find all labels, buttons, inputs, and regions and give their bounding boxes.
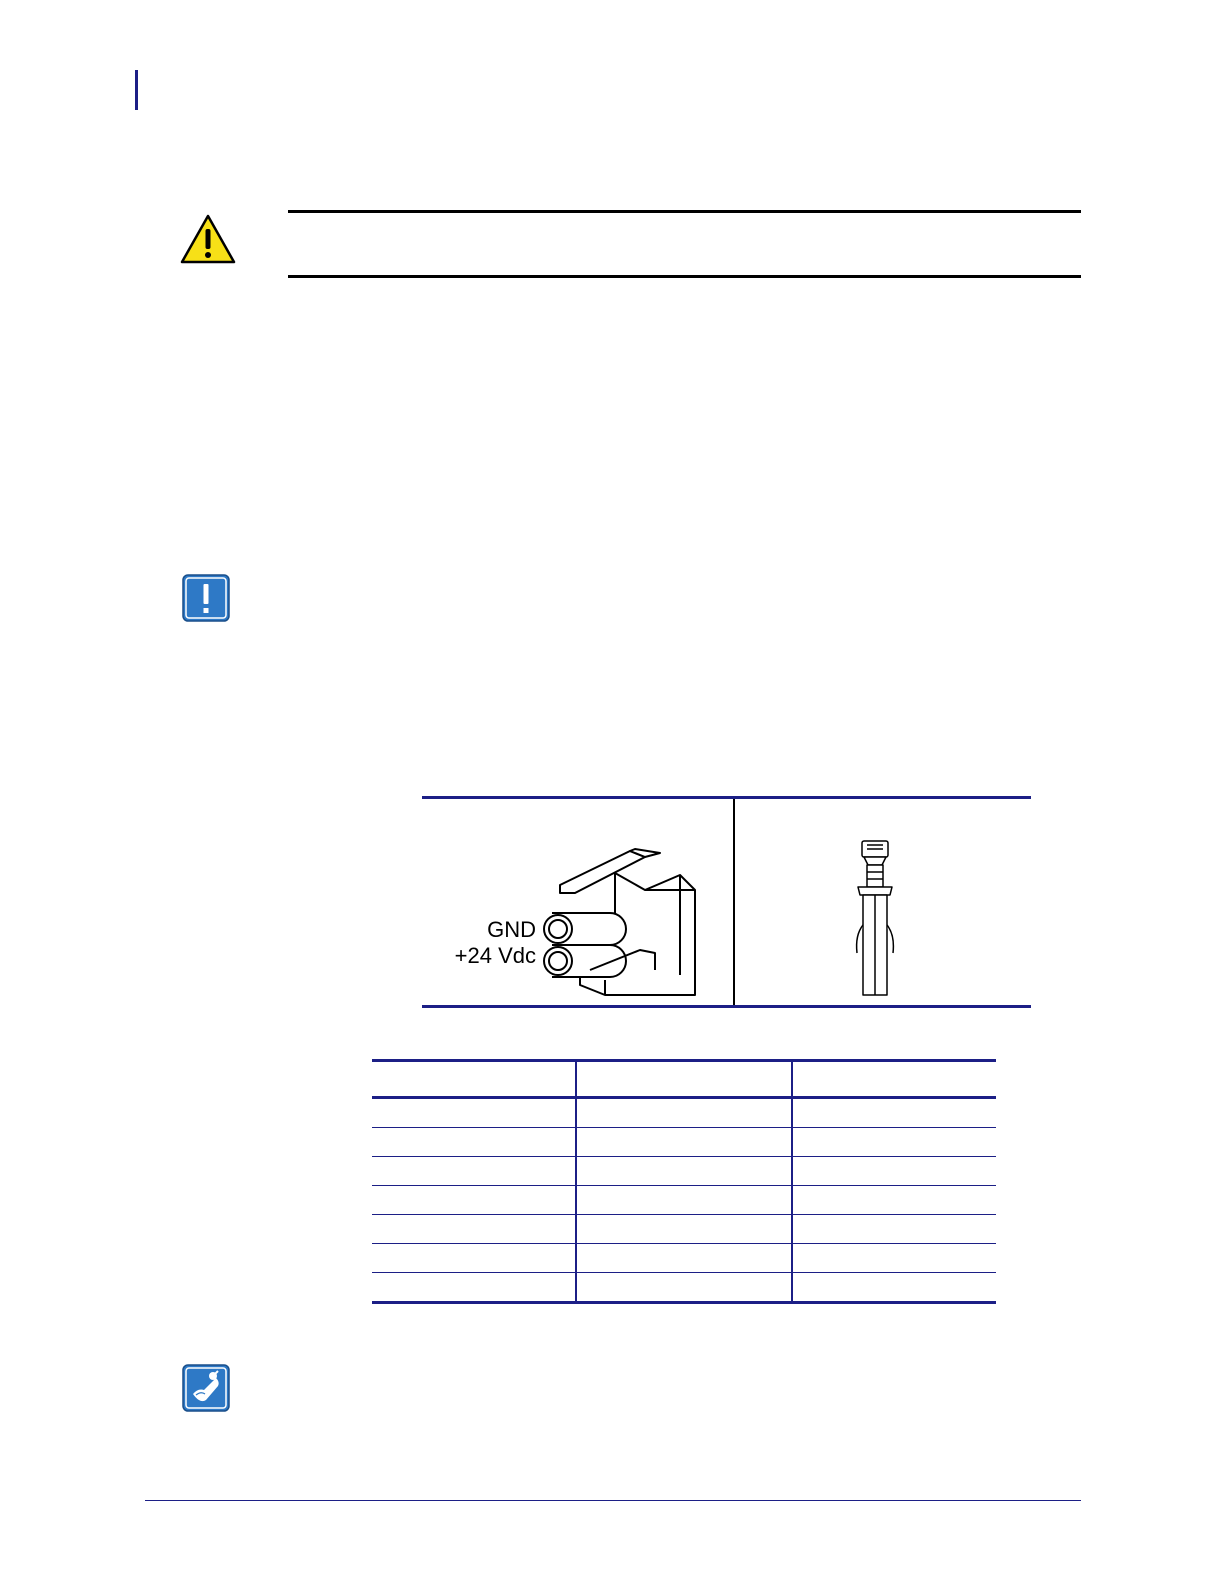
spec-table	[372, 1059, 996, 1304]
table-cell	[372, 1186, 576, 1215]
table-row	[372, 1215, 996, 1244]
gnd-label: GND	[487, 917, 536, 942]
caution-rule-bottom	[288, 275, 1081, 278]
table-header-row	[372, 1061, 996, 1098]
table-cell	[576, 1215, 792, 1244]
table-header-cell	[372, 1061, 576, 1098]
table-cell	[792, 1157, 996, 1186]
table-row	[372, 1128, 996, 1157]
table-cell	[372, 1157, 576, 1186]
important-icon	[182, 574, 230, 622]
vdc-label: +24 Vdc	[454, 943, 536, 968]
table-row	[372, 1244, 996, 1273]
footer-rule	[145, 1500, 1081, 1501]
table-header-cell	[792, 1061, 996, 1098]
table-cell	[792, 1186, 996, 1215]
table-row	[372, 1157, 996, 1186]
table-cell	[372, 1273, 576, 1303]
figure-top-rule	[422, 796, 1031, 799]
table-row	[372, 1098, 996, 1128]
figure-bottom-rule	[422, 1005, 1031, 1008]
table-row	[372, 1273, 996, 1303]
table-cell	[372, 1244, 576, 1273]
table-row	[372, 1186, 996, 1215]
table-cell	[576, 1273, 792, 1303]
table-cell	[576, 1186, 792, 1215]
table-cell	[792, 1128, 996, 1157]
terminal-drawing	[850, 835, 910, 1000]
table-cell	[792, 1215, 996, 1244]
caution-icon	[180, 213, 236, 265]
table-cell	[792, 1098, 996, 1128]
table-header-cell	[576, 1061, 792, 1098]
change-bar	[135, 70, 138, 110]
table-cell	[576, 1157, 792, 1186]
table-cell	[372, 1098, 576, 1128]
table-cell	[792, 1273, 996, 1303]
table-cell	[372, 1215, 576, 1244]
table-cell	[576, 1098, 792, 1128]
table-cell	[576, 1128, 792, 1157]
table-cell	[792, 1244, 996, 1273]
caution-rule-top	[288, 210, 1081, 213]
note-icon	[182, 1364, 230, 1412]
table-cell	[576, 1244, 792, 1273]
connector-drawing	[440, 845, 710, 1005]
table-cell	[372, 1128, 576, 1157]
figure-divider	[733, 799, 735, 1005]
